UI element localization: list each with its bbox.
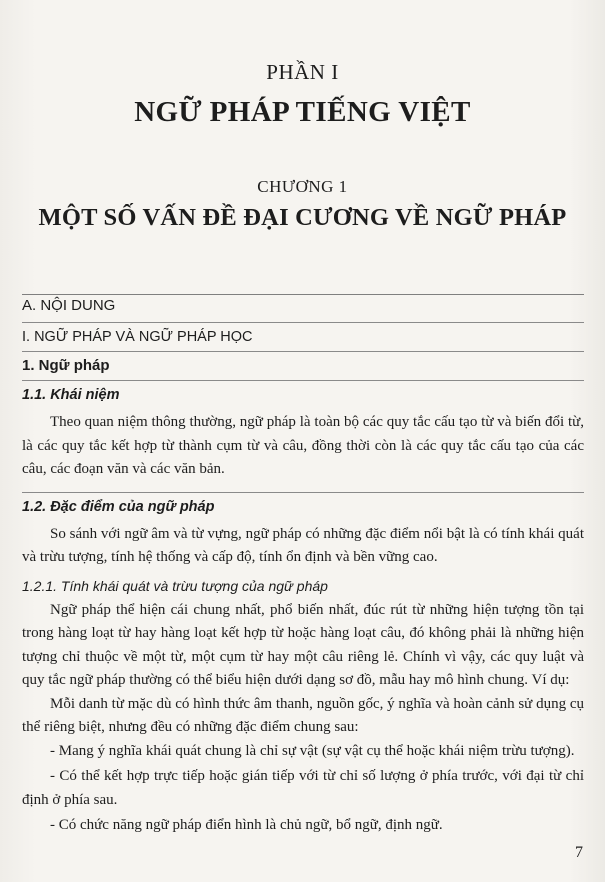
part-heading: PHẦN I xyxy=(266,60,339,84)
section-1-2-1-heading: 1.2.1. Tính khái quát và trừu tượng của ngữ pháp xyxy=(22,577,328,594)
chapter-title: MỘT SỐ VẤN ĐỀ ĐẠI CƯƠNG VỀ NGỮ PHÁP xyxy=(38,204,567,231)
paragraph: Mỗi danh từ mặc dù có hình thức âm thanh, nguồn gốc, ý nghĩa và hoàn cảnh sử dụng cụ thể riêng biệt, nhưng đều có những đặc điểm chung sau: xyxy=(22,695,584,735)
section-1-heading: 1. Ngữ pháp xyxy=(22,351,584,376)
part-title: NGỮ PHÁP TIẾNG VIỆT xyxy=(134,96,471,128)
section-1-1-heading: 1.1. Khái niệm xyxy=(22,380,584,405)
list-item: - Mang ý nghĩa khái quát chung là chỉ sự vật (sự vật cụ thể hoặc khái niệm trừu tượng). xyxy=(50,742,575,759)
page-number: 7 xyxy=(575,844,583,861)
page-body xyxy=(22,296,584,838)
section-a-heading: A. NỘI DUNG xyxy=(22,297,116,314)
paragraph: Ngữ pháp thể hiện cái chung nhất, phổ biến nhất, đúc rút từ những hiện tượng tồn tại trong hàng loạt từ hay hàng loạt kết hợp từ hoặc hàng loạt câu, đó không phải là những hiện tượng chỉ thuộc về một từ, một cụm từ hay một câu riêng lẻ. Chính vì vậy, các quy luật và quy tắc ngữ pháp thường có thể biểu hiện dưới dạng sơ đồ, mẫu hay mô hình chung. Ví dụ: xyxy=(22,601,584,688)
section-1-2-heading: 1.2. Đặc điểm của ngữ pháp xyxy=(22,492,584,517)
list-item: - Có thể kết hợp trực tiếp hoặc gián tiếp với từ chỉ số lượng ở phía trước, với đại từ chỉ định ở phía sau. xyxy=(22,768,584,808)
rule-line xyxy=(22,294,584,295)
chapter-heading: CHƯƠNG 1 xyxy=(257,177,348,196)
section-I-heading: I. NGỮ PHÁP VÀ NGỮ PHÁP HỌC xyxy=(22,322,584,347)
paragraph: So sánh với ngữ âm và từ vựng, ngữ pháp có những đặc điểm nổi bật là có tính khái quát và trừu tượng, tính hệ thống và cấp độ, tính ổn định và bền vững cao. xyxy=(22,525,584,565)
paragraph: Theo quan niệm thông thường, ngữ pháp là toàn bộ các quy tắc cấu tạo từ và biến đổi từ, là các quy tắc kết hợp từ thành cụm từ và câu, đồng thời còn là các quy tắc cấu tạo của các câu, các đoạn văn và các văn bản. xyxy=(22,414,584,477)
list-item: - Có chức năng ngữ pháp điển hình là chủ ngữ, bổ ngữ, định ngữ. xyxy=(50,817,443,833)
